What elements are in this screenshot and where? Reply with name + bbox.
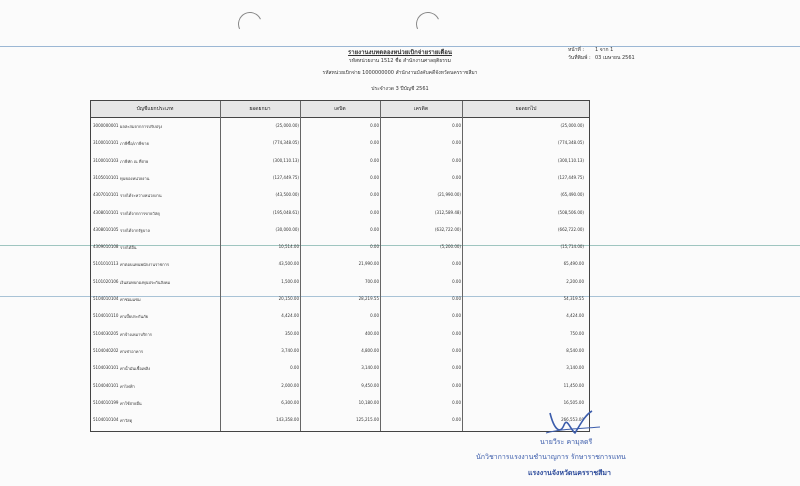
debit-amount: 700.00 xyxy=(365,278,379,284)
opening-balance: (127,449.75) xyxy=(272,174,299,180)
closing-balance: 750.00 xyxy=(570,330,584,336)
closing-balance: (127,449.75) xyxy=(557,174,584,180)
opening-balance: (195,048.61) xyxy=(272,209,299,215)
debit-amount: 0.00 xyxy=(370,157,379,163)
print-date-label: วันที่พิมพ์ : xyxy=(568,55,591,61)
account-code: 4308010101 xyxy=(93,209,119,215)
closing-balance: (508,506.00) xyxy=(557,209,584,215)
account-name: ค่าจ้างเหมาบริการ xyxy=(120,331,152,337)
account-code: 5104030205 xyxy=(93,330,119,336)
account-name: รายได้ระหว่างหน่วยงาน xyxy=(120,193,162,199)
punch-hole-right xyxy=(413,9,444,40)
account-code: 5104030101 xyxy=(93,365,119,371)
column-header-debit: เดบิต xyxy=(334,106,346,112)
credit-amount: 0.00 xyxy=(452,261,461,267)
account-name: ภาษีหัก ณ ที่จ่าย xyxy=(120,158,149,164)
debit-amount: 4,800.00 xyxy=(361,347,379,353)
opening-balance: 3,740.00 xyxy=(281,347,299,353)
punch-hole-left xyxy=(235,9,266,40)
account-code: 5104010104 xyxy=(93,296,119,301)
account-code: 5104040101 xyxy=(93,382,119,388)
print-date-value: 03 เมษายน 2561 xyxy=(595,55,635,61)
closing-balance: (25,000.00) xyxy=(560,123,584,128)
account-name: ค่าซ่อมแซม xyxy=(120,297,141,302)
report-subtitle: รหัสหน่วยงาน 1512 ชื่อ สำนักงานศาลยุติธรรม xyxy=(349,58,451,64)
account-name: ภาษีซื้อ/ภาษีขาย xyxy=(120,141,149,147)
trial-balance-table xyxy=(90,100,590,432)
account-code: 5104010104 xyxy=(93,417,119,423)
account-code: 5101010113 xyxy=(93,261,119,267)
account-code: 4309010108 xyxy=(93,244,119,250)
credit-amount: 0.00 xyxy=(452,399,461,405)
credit-amount: 0.00 xyxy=(452,347,461,353)
opening-balance: 4,424.00 xyxy=(281,313,299,319)
opening-balance: (43,500.00) xyxy=(275,192,299,198)
column-divider xyxy=(462,101,463,431)
closing-balance: (662,722.00) xyxy=(557,226,584,232)
credit-amount: 0.00 xyxy=(452,174,461,180)
debit-amount: 400.00 xyxy=(365,330,379,336)
account-code: 5104010110 xyxy=(93,313,119,319)
opening-balance: 2,000.00 xyxy=(281,382,299,388)
account-name: ค่าเช่าอาคาร xyxy=(120,348,143,354)
debit-amount: 3,140.00 xyxy=(361,365,379,371)
debit-amount: 0.00 xyxy=(370,209,379,215)
closing-balance: 3,140.00 xyxy=(566,365,584,371)
account-code: 3000000001 xyxy=(93,123,119,128)
account-name: รายได้อื่น xyxy=(120,245,137,251)
signature-mark xyxy=(540,407,610,439)
credit-amount: 0.00 xyxy=(452,313,461,319)
closing-balance: 54,319.55 xyxy=(563,296,584,301)
report-period: ประจำงวด 3 ปีบัญชี 2561 xyxy=(371,86,429,92)
opening-balance: 10,514.00 xyxy=(278,244,299,250)
opening-balance: 143,358.00 xyxy=(276,417,299,423)
credit-amount: (21,990.00) xyxy=(437,192,461,198)
debit-amount: 21,990.00 xyxy=(358,261,379,267)
credit-amount: (632,722.00) xyxy=(434,226,461,232)
credit-amount: (5,200.00) xyxy=(440,244,461,250)
opening-balance: 43,500.00 xyxy=(278,261,299,267)
report-title: รายงานงบทดลองหน่วยเบิกจ่ายรายเดือน xyxy=(348,49,452,56)
debit-amount: 0.00 xyxy=(370,140,379,146)
account-name: เงินสมทบกองทุนประกันสังคม xyxy=(120,279,171,285)
closing-balance: 4,424.00 xyxy=(566,313,584,319)
account-name: ค่าตอบแทนพนักงานราชการ xyxy=(120,262,170,268)
opening-balance: 0.00 xyxy=(290,365,299,371)
debit-amount: 0.00 xyxy=(370,244,379,250)
closing-balance: 266,553.00 xyxy=(561,417,584,423)
opening-balance: (30,000.00) xyxy=(275,226,299,232)
credit-amount: 0.00 xyxy=(452,365,461,371)
account-name: ผลสะสมจากการปรับปรุง xyxy=(120,124,163,129)
account-code: 5101020106 xyxy=(93,278,119,284)
debit-amount: 0.00 xyxy=(370,174,379,180)
closing-balance: 8,540.00 xyxy=(566,347,584,353)
account-name: รายได้จากรัฐบาล xyxy=(120,227,150,233)
column-header-account: บัญชีแยกประเภท xyxy=(136,106,174,112)
opening-balance: 350.00 xyxy=(285,330,299,336)
signatory-organization: แรงงานจังหวัดนครราชสีมา xyxy=(528,469,611,477)
debit-amount: 9,450.00 xyxy=(361,382,379,388)
account-name: ค่าน้ำมันเชื้อเพลิง xyxy=(120,366,151,372)
credit-amount: 0.00 xyxy=(452,140,461,146)
opening-balance: 1,500.00 xyxy=(281,278,299,284)
page-label: หน้าที่ : xyxy=(568,47,585,53)
closing-balance: 11,450.00 xyxy=(563,382,584,388)
credit-amount: 0.00 xyxy=(452,382,461,388)
credit-amount: 0.00 xyxy=(452,278,461,284)
signatory-position: นักวิชาการแรงงานชำนาญการ รักษาราชการแทน xyxy=(476,453,626,461)
closing-balance: 65,490.00 xyxy=(563,261,584,267)
account-name: ค่าใช้จ่ายอื่น xyxy=(120,400,142,406)
table-header xyxy=(91,101,589,118)
account-code: 4307010101 xyxy=(93,192,119,198)
account-name: ค่าเบี้ยประกันภัย xyxy=(120,314,149,320)
credit-amount: 0.00 xyxy=(452,417,461,423)
credit-amount: 0.00 xyxy=(452,330,461,336)
closing-balance: (774,348.05) xyxy=(557,140,584,146)
debit-amount: 0.00 xyxy=(370,313,379,319)
account-name: ทุนของหน่วยงาน xyxy=(120,175,150,181)
account-code: 5104040202 xyxy=(93,347,119,353)
opening-balance: (774,348.05) xyxy=(272,140,299,146)
closing-balance: (65,490.00) xyxy=(560,192,584,198)
closing-balance: (300,110.13) xyxy=(557,157,584,163)
column-header-credit: เครดิต xyxy=(413,106,429,112)
account-code: 4308010105 xyxy=(93,226,119,232)
credit-amount: (312,589.48) xyxy=(434,209,461,215)
credit-amount: 0.00 xyxy=(452,157,461,163)
closing-balance: 2,200.00 xyxy=(566,278,584,284)
account-code: 3100010101 xyxy=(93,140,119,146)
page-value: 1 จาก 1 xyxy=(595,47,614,53)
signatory-name: นายวีระ คามุลดรี xyxy=(540,438,593,446)
account-code: 3100010103 xyxy=(93,157,119,163)
account-code: 3105010101 xyxy=(93,174,119,180)
debit-amount: 28,219.55 xyxy=(358,296,379,301)
debit-amount: 125,215.00 xyxy=(356,417,379,423)
debit-amount: 0.00 xyxy=(370,123,379,128)
account-name: ค่าวัสดุ xyxy=(120,418,133,424)
opening-balance: (300,110.13) xyxy=(272,157,299,163)
credit-amount: 0.00 xyxy=(452,123,461,128)
debit-amount: 0.00 xyxy=(370,192,379,198)
report-unit: รหัสหน่วยเบิกจ่าย 1000000000 สำนักงานบังคับคดีจังหวัดนครราชสีมา xyxy=(322,70,478,76)
account-name: ค่าไฟฟ้า xyxy=(120,383,135,389)
opening-balance: 6,300.00 xyxy=(281,399,299,405)
debit-amount: 0.00 xyxy=(370,226,379,232)
account-code: 5104010199 xyxy=(93,399,119,405)
account-name: รายได้จากการขายวัสดุ xyxy=(120,210,160,216)
closing-balance: 16,505.00 xyxy=(563,399,584,405)
column-header-opening: ยอดยกมา xyxy=(249,106,271,112)
opening-balance: (25,000.00) xyxy=(275,123,299,128)
closing-balance: (15,714.00) xyxy=(560,244,584,250)
debit-amount: 10,180.00 xyxy=(358,399,379,405)
opening-balance: 20,150.00 xyxy=(278,296,299,301)
credit-amount: 0.00 xyxy=(452,296,461,301)
column-header-closing: ยอดยกไป xyxy=(515,106,537,112)
